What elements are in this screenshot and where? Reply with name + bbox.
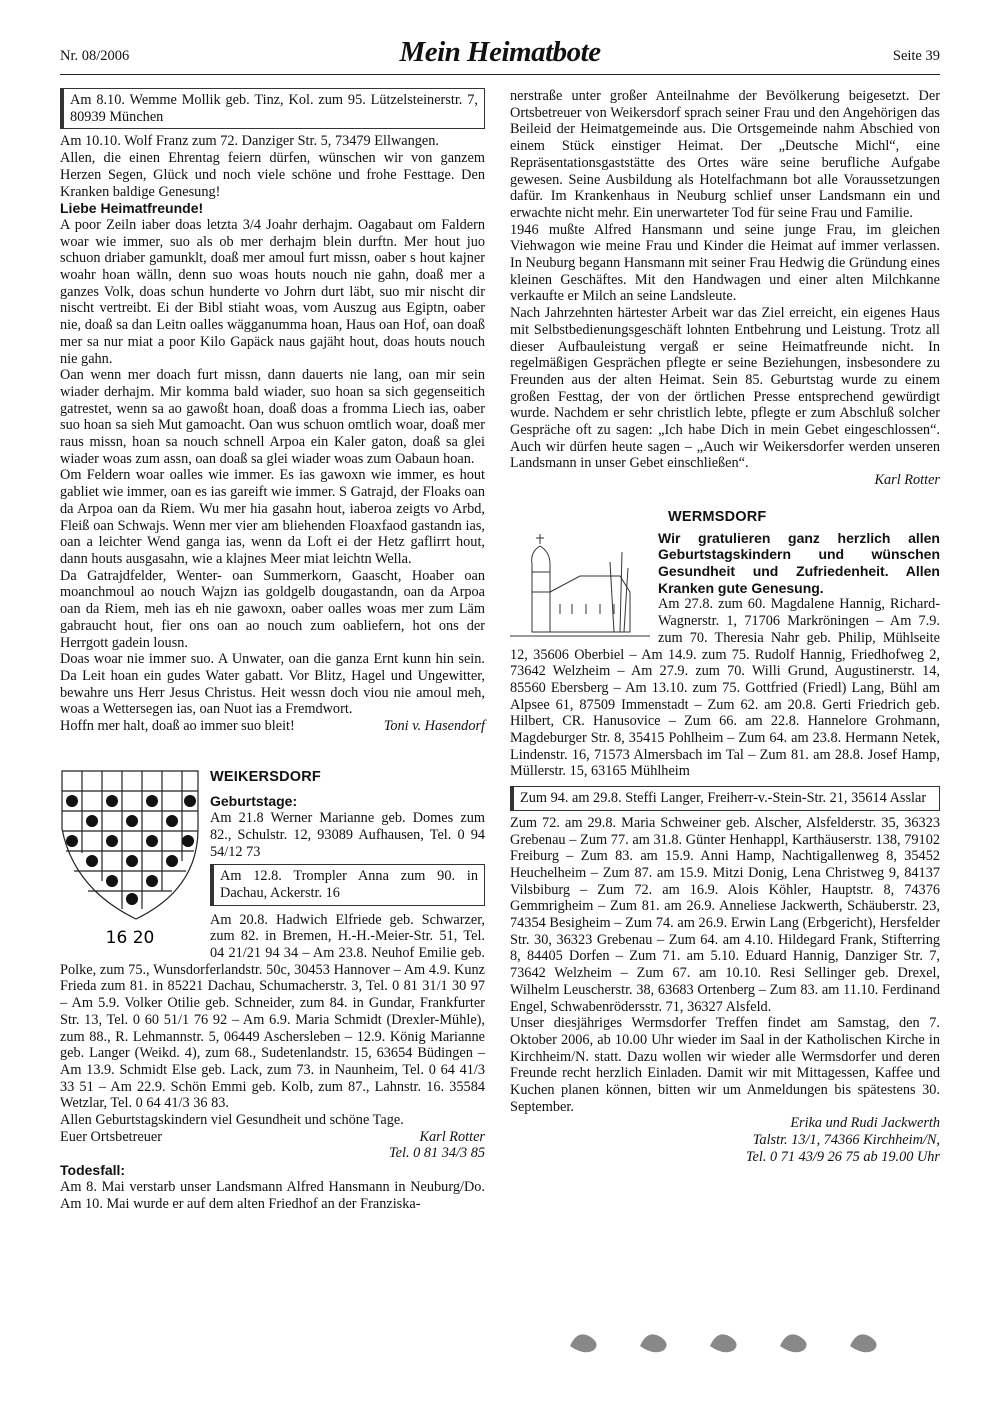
paragraph: Am 8. Mai verstarb unser Landsmann Alfred Hansmann in Neuburg/Do. Am 10. Mai wurde er auf dem alten Friedhof an der Franziska- [60, 1178, 485, 1212]
signature-address: Talstr. 13/1, 74366 Kirchheim/N, [752, 1132, 940, 1149]
closing-text: Hoffn mer halt, doaß ao immer suo bleit! [60, 718, 295, 735]
right-column [510, 88, 940, 1166]
birthday-box [210, 864, 485, 905]
birthdays-heading: Geburtstage: [210, 793, 298, 810]
issue-number: Nr. 08/2006 [60, 48, 130, 64]
section-title-wermsdorf: WERMSDORF [668, 508, 767, 525]
birthday-box [60, 88, 485, 129]
church-illustration-icon [510, 532, 650, 644]
paragraph: Am 10.10. Wolf Franz zum 72. Danziger Str. 5, 73479 Ellwangen. [60, 133, 439, 150]
signature-phone: Tel. 0 71 43/9 26 75 ab 19.00 Uhr [745, 1148, 940, 1165]
paragraph: Da Gatrajdfelder, Wenter- oan Summerkorn, Gaascht, Hoaber oan moanchmoul ao nouch Wajzn ias goldgelb dougastandn, oan da Arpoa oan da Riem, meh ias eh nie gawoxn, oaber oalles woas mer zum Läm gabraucht hout, fier ons oan ao nouch zum oabliefern, hot ons der Herrgott gadein lousn. [60, 567, 485, 651]
coat-of-arms-icon [60, 769, 200, 949]
signature-line [60, 1129, 485, 1146]
left-column [60, 88, 485, 1212]
section-heading: Liebe Heimatfreunde! [60, 200, 204, 217]
page-number: Seite 39 [892, 48, 940, 64]
birthday-box [510, 786, 940, 811]
author-signature: Toni v. Hasendorf [383, 718, 485, 735]
box-text: Am 12.8. Trompler Anna zum 90. in Dachau, Ackerstr. 16 [220, 868, 478, 901]
crest-numbers: 16 20 [105, 927, 155, 948]
page-header [60, 36, 940, 75]
paragraph: 1946 mußte Alfred Hansmann und seine junge Frau, im gleichen Viehwagon wie meine Frau und Kinder die Heimat auf immer verlassen. In Neuburg begann Hansmann mit seiner Frau Hedwig die Gründung eines kleinen Geschäftes. Mit den Handwagen und einer alten Milchkanne verkaufte er Milch an seine Landsleute. [510, 221, 940, 305]
paragraph: Allen, die einen Ehrentag feiern dürfen, wünschen wir von ganzem Herzen Segen, Glück und noch viele schöne und frohe Festtage. Den Kranken baldige Genesung! [60, 150, 485, 200]
author-signature: Karl Rotter [874, 472, 940, 489]
signature-left: Euer Ortsbetreuer [60, 1128, 163, 1145]
author-phone: Tel. 0 81 34/3 85 [389, 1145, 485, 1162]
signature-name: Erika und Rudi Jackwerth [790, 1115, 940, 1132]
paragraph: Oan wenn mer doach furt missn, dann dauerts nie lang, oan mir sein wiader derhajm. Mir komma bald wiader, suo hoan sa sich gegenseitich gatrestet, wenn sa ao gawoßt hoan, doaß doas a fromma Liech ias, oaber suo hoan sa sieh Mut gamoacht. Oan wus schuon omtlich woar, doaß mer raus missn, hoan sa nouch schnell Arpoa ein Kaler gaton, doaß sa glei wiader woas zum assn, oan doaß sa glei wiader woas zum Oabaun hoan. [60, 367, 485, 467]
paragraph: Unser diesjähriges Wermsdorfer Treffen findet am Samstag, den 7. Oktober 2006, ab 10.00 Uhr wieder im Saal in der Katholischen Kirche in Kirchheim/N. statt. Dazu wollen wir wieder alle Wermsdorfer und deren Freunde recht herzlich Einladen. Damit wir mit Mittagessen, Kaffee und Kuchen planen können, bitten wir um Anmeldungen bis spätestens 30. September. [510, 1015, 940, 1115]
paragraph: nerstraße unter großer Anteilnahme der Bevölkerung beigesetzt. Der Ortsbetreuer von Weikersdorf sprach seiner Frau und den Angehörigen das Beileid der Heimatgemeinde aus. Die Ortsgemeinde nahm Abschied von einem Stück einstiger Heimat. Der „Deutsche Michl“, eine Repräsentationsgaststätte des Ortes wäre seine berufliche Aufgabe gewesen. Seine Ausbildung als Hotelfachmann bot alle Voraussetzungen dafür. Im Krankenhaus in Neuburg schlief unser Landsmann ein und erwachte nicht mehr. Ein unerwarteter Tod für seine Frau und Familie. [510, 88, 940, 221]
box-text: Am 8.10. Wemme Mollik geb. Tinz, Kol. zum 95. Lützelsteinerstr. 7, 80939 München [70, 92, 478, 125]
death-notice-heading: Todesfall: [60, 1162, 126, 1179]
paragraph: Nach Jahrzehnten härtester Arbeit war das Ziel erreicht, ein eigenes Haus mit Selbstbedienungsgeschäft lohnten Entbehrung und Leistung. Trotz all dieser Aufbauleistung vergaß er seine Heimatfreunde nicht. In regelmäßigen Gesprächen pflegte er seine Beziehungen, insbesondere zu Freunden aus der alten Heimat. Sein 85. Geburtstag wurde zu einem großen Festtag, der von der örtlichen Presse entsprechend gewürdigt wurde. Nachdem er sehr christlich lebte, pflegte er zum Abschluß solcher Gespräche oft zu sagen: „Ich habe Dich in mein Gebet eingeschlossen“. Auch wir dürfen heute sagen – „Auch wir Weikersdorfer werden unseren Landsmann in unser Gebet einschließen“. [510, 305, 940, 472]
paragraph: A poor Zeiln iaber doas letzta 3/4 Joahr derhajm. Oagabaut om Faldern woar wie immer, suo als ob mer derhajm blein durftn. Mer hout juo schuon driaber gamunklt, doaß mer amoul furt missn, oaber s hout kajner woahr hoan wälln, denn suo woas houts nouch nie gahn, doaß mer a ganzes Volk, doas schun hunderte vo Johrn durt läbt, suo mir nischt dir nischt vertreibt. Ei der Bibl stiaht woas, vom Auszug aus Egiptn, oaber nie, doaß sa dan Leitn oalles wägganumma hoan, Haus oan Hof, oan doaß mer sa nur miat a poor Kilo Gapäck naus gajäht hout, doas houts nouch nie gahn. [60, 216, 485, 367]
box-text: Zum 94. am 29.8. Steffi Langer, Freiherr-v.-Stein-Str. 21, 35614 Asslar [520, 790, 927, 807]
decorative-ornament-icon [560, 1318, 900, 1358]
paragraph: Om Feldern woar oalles wie immer. Es ias gawoxn wie immer, es hout gabliet wie immer, oan es ias gareift wie immer. S Gatrajd, der Floaks oan da Arpoa oan da Riem. Wu mer hia gasahn hout, iaberoa zeigts vo Arbd, Fleiß oan Schwajs. Wenn mer vier am bliehenden Floaxfaod gastandn ias, oan a leichter Wend ganga ias, wenn da Loft ei der Hetz gaflirrt hout, dann houts ausgasahn, wie a klajnes Meer miat leichtn Wella. [60, 467, 485, 567]
masthead-logo: Mein Heimatbote [399, 36, 601, 68]
paragraph: Zum 72. am 29.8. Maria Schweiner geb. Alscher, Alsfelderstr. 35, 36323 Grebenau – Zum 77. am 31.8. Günter Henhappl, Karthäuserstr. 138, 79102 Freiburg – Zum 83. am 15.9. Anni Hamp, Nachtigallenweg 8, 35452 Heuchelheim – Zum 87. am 15.9. Mitzi Donig, Lena Christweg 9, 84137 Vilsbiburg – Zum 72. am 16.9. Alois Köhler, Hauptstr. 8, 74376 Gemmrigheim – Zum 81. am 26.9. Anneliese Jackwerth, Schäuberstr. 23, 74354 Besigheim – Zum 74. am 26.9. Erwin Lang (Erbgericht), Hersfelder Str. 30, 36323 Grebenau – Zum 64. am 4.10. Hildegard Frank, Stifterring 8, 84405 Dorfen – Zum 71. am 5.10. Eduard Hannig, Danziger Str. 7, 73642 Welzheim – Zum 67. am 10.10. Resi Sellinger geb. Drexel, Wilhelm Leuscherstr. 38, 63683 Ortenberg – Zum 83. am 11.10. Ferdinand Engel, Schwabenrödersstr. 71, 36327 Alsfeld. [510, 814, 940, 1015]
paragraph: Am 21.8 Werner Marianne geb. Domes zum 82., Schulstr. 12, 93089 Aufhausen, Tel. 0 94 54/12 73 [210, 810, 485, 860]
paragraph: Allen Geburtstagskindern viel Gesundheit und schöne Tage. [60, 1112, 404, 1129]
congratulations-intro: Wir gratulieren ganz herzlich allen Geburtstagskindern und wünschen Gesundheit und Zufriedenheit. Allen Kranken gute Genesung. [658, 529, 940, 596]
section-title-weikersdorf: WEIKERSDORF [210, 768, 321, 785]
paragraph: Am 27.8. zum 60. Magdalene Hannig, Richard-Wagnerstr. 1, 71706 Markröningen – Am 7.9. zum 70. Theresia Nahr geb. Philip, Mühlseite 12, 35606 Oberbiel – Am 14.9. zum 75. Rudolf Hannig, Friedhofweg 2, 73642 Welzheim – Am 27.9. zum 70. Willi Grund, Augustinerstr. 14, 85560 Ebersberg – Am 13.10. zum 75. Gottfried (Friedl) Lang, Bühl am Alpsee 61, 87509 Immenstadt – Zum 62. am 20.8. Gerti Friedrich geb. Hilbert, CR. Hanusovice – Zum 66. am 22.8. Hannelore Grohmann, Magdeburger Str. 8, 35415 Pohlheim – Zum 64. am 23.8. Hermann Netek, Lindenstr. 16, 71573 Almersbach im Tal – Zum 81. am 28.8. Josef Hamp, Müllerstr. 15, 63165 Mühlheim [510, 596, 940, 780]
closing-line [60, 718, 485, 735]
author-signature: Karl Rotter [419, 1128, 485, 1145]
paragraph: Am 20.8. Hadwich Elfriede geb. Schwarzer, zum 82. in Bremen, H.-H.-Meier-Str. 51, Tel. 04 21/21 94 34 – Am 23.8. Neuhof Emilie geb. Polke, zum 75., Wunsdorferlandstr. 50c, 30453 Hannover – Am 4.9. Kunz Frieda zum 81. in 85221 Dachau, Schumacherstr. 3, Tel. 0 81 31/1 30 97 – Am 5.9. Volker Otilie geb. Schneider, zum 84. in Gundar, Frankfurter Str. 13, Tel. 0 60 51/1 76 92 – Am 6.9. Maria Schmidt (Drexler-Mühle), zum 88., R. Lehmannstr. 5, 06449 Aschersleben – 12.9. König Marianne geb. Langer (Weikd. 4), zum 68., Sudetenlandstr. 15, 63654 Büdingen – Am 13.9. Schmidt Else geb. Lack, zum 73. in Naunheim, Tel. 0 64 41/3 33 51 – Am 22.9. Schön Emmi geb. Kolb, zum 87., Lahnstr. 16. 35584 Wetzlar, Tel. 0 64 41/3 36 83. [60, 911, 485, 1112]
paragraph: Doas woar nie immer suo. A Unwater, oan die ganza Ernt kunn hin sein. Da Leit hoan ein gudes Water gabatt. Vor Blitz, Hagel und Ungewitter, bewahre uns Herr Jesus Christus. Heit wessn doch viou nie amoul meh, woas a Wettersegen ias, oan Nuot ias a Fremdwort. [60, 651, 485, 718]
